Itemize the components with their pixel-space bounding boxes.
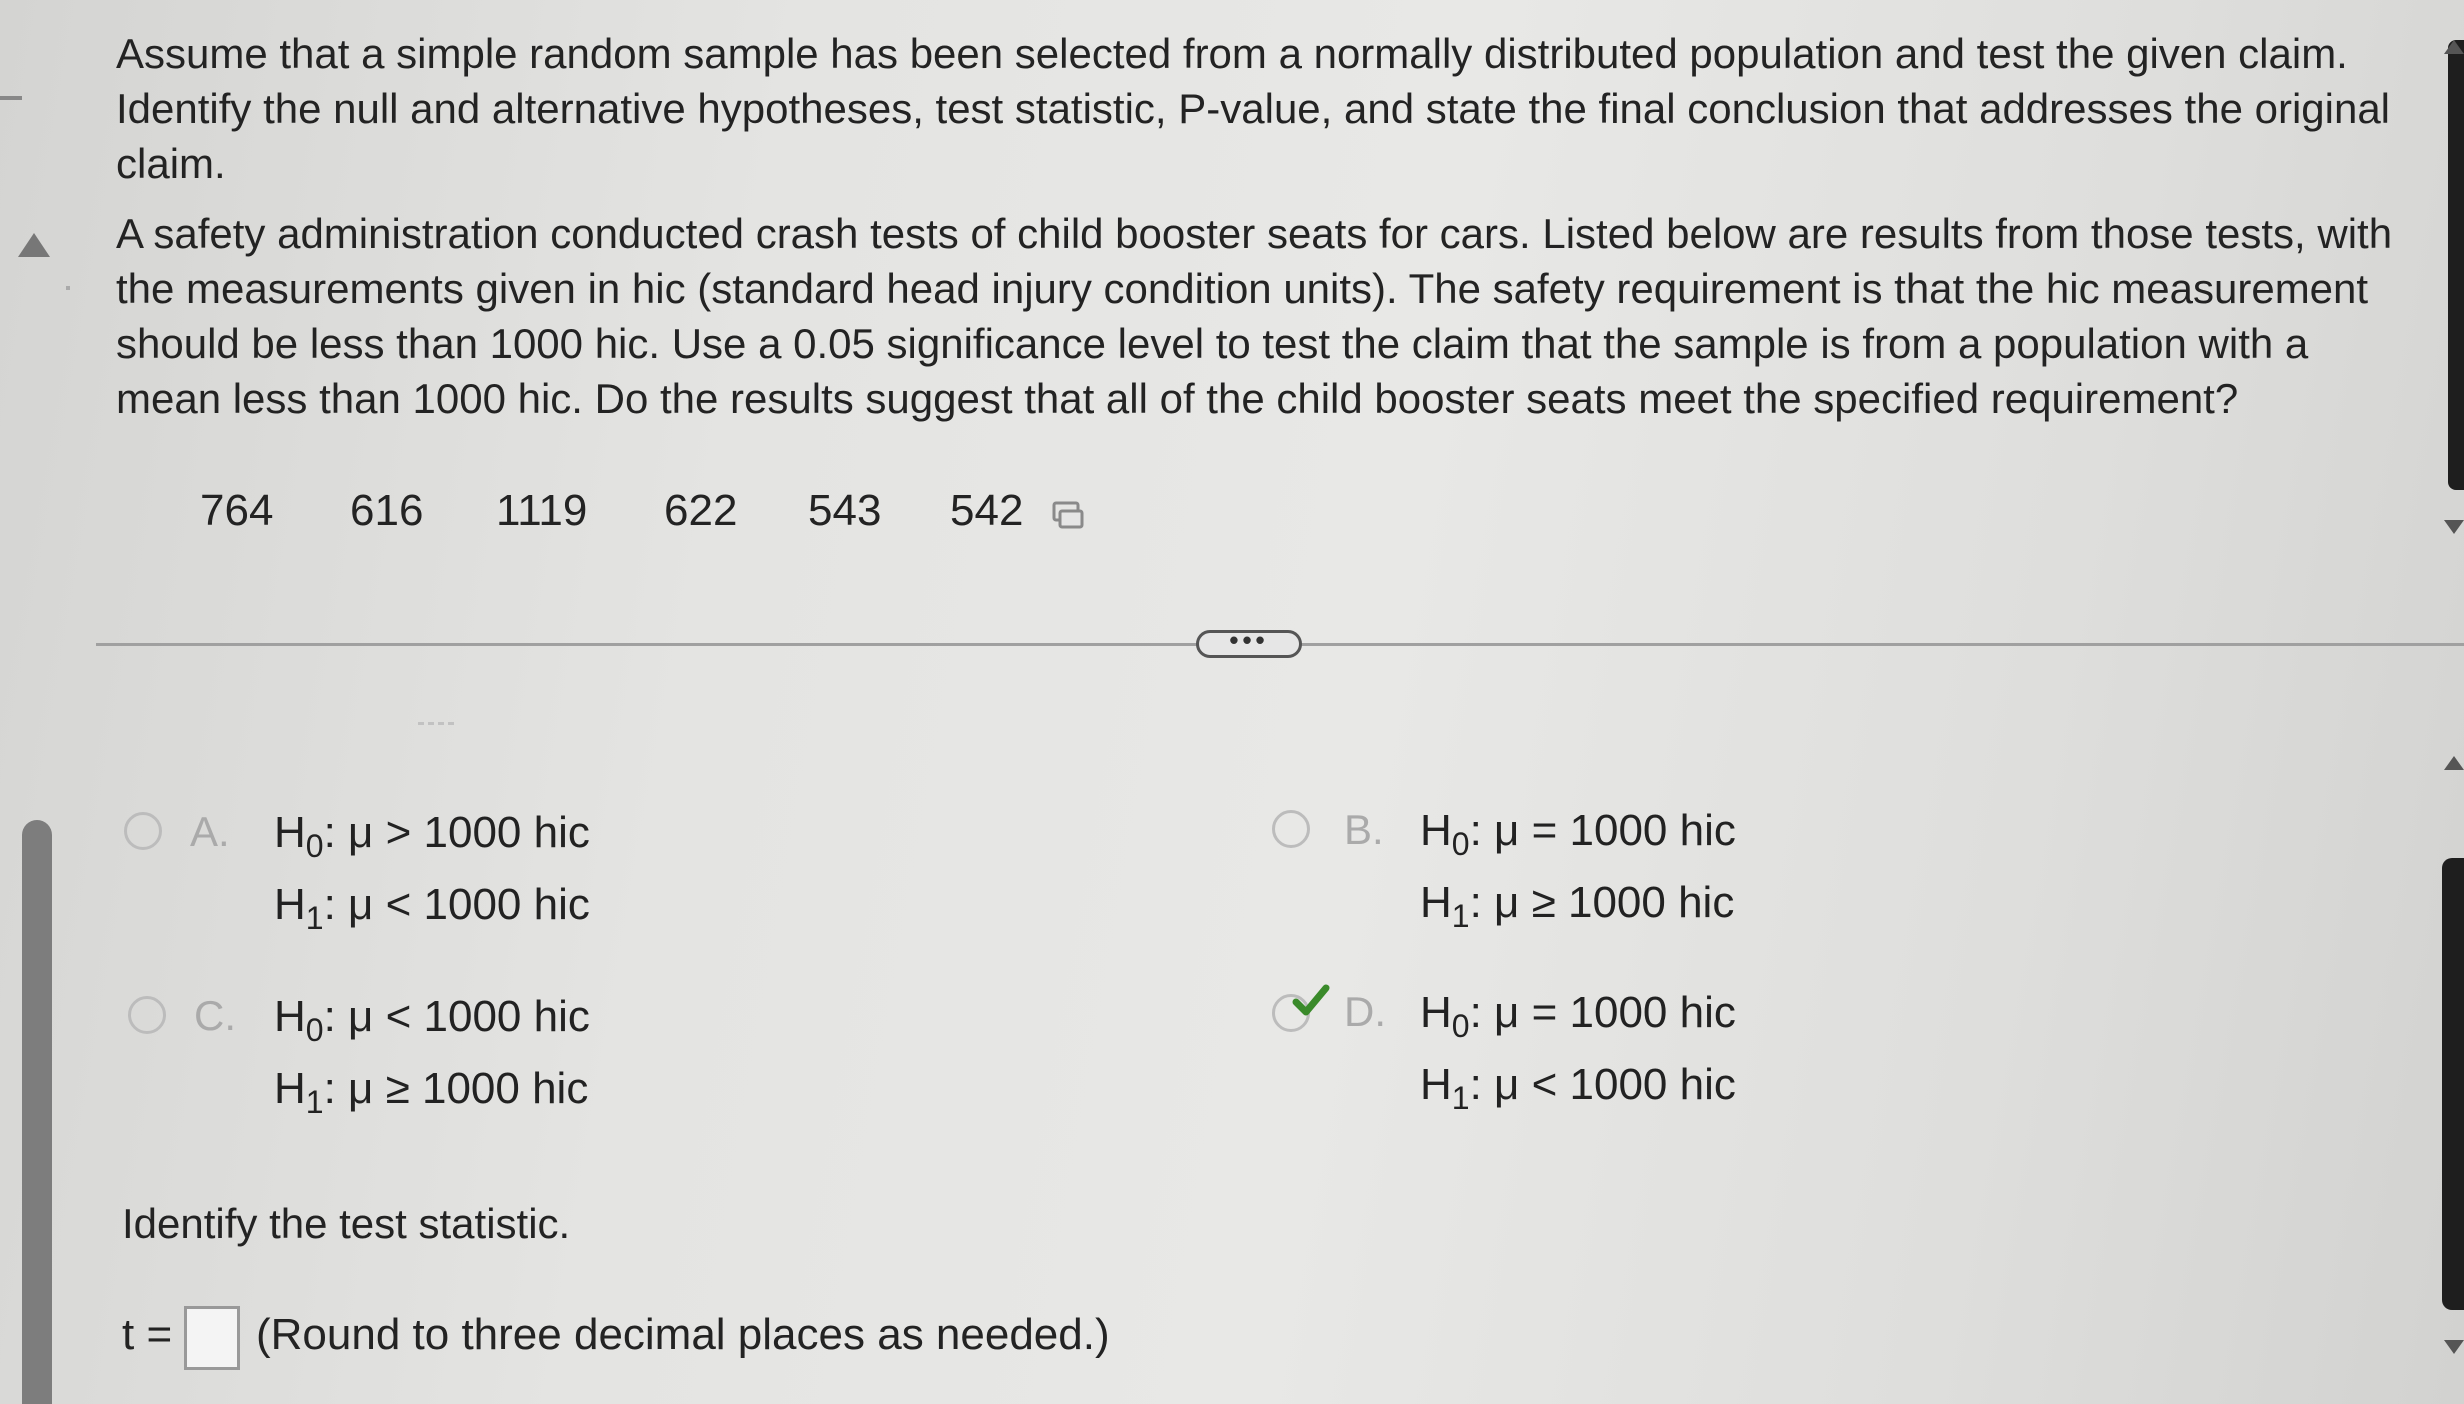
data-value: 542 <box>950 486 1024 535</box>
option-a-h0: $H_0$: μ > 1000 hic <box>274 808 590 864</box>
data-value: 1119 <box>496 486 588 535</box>
radio-c[interactable] <box>128 996 166 1034</box>
left-tick <box>0 96 22 100</box>
data-value: 543 <box>808 486 882 535</box>
checkmark-icon <box>1292 982 1330 1020</box>
t-label: t = <box>122 1310 173 1359</box>
radio-a[interactable] <box>124 812 162 850</box>
option-d-letter: D. <box>1344 988 1386 1035</box>
right-scrollbar-lower[interactable] <box>2442 858 2464 1310</box>
option-c-h0: $H_0$: μ < 1000 hic <box>274 992 590 1048</box>
option-d-h1: $H_1$: μ < 1000 hic <box>1420 1060 1736 1116</box>
option-c-letter: C. <box>194 992 236 1039</box>
scroll-down-icon-right[interactable] <box>2444 520 2464 534</box>
question-body: A safety administration conducted crash tests of child booster seats for cars. Listed below are results from those tests, with the measurements given in hic (standard head injury condition units). The safety requirement is that the hic measurement should be less than 1000 hic. Use a 0.05 significance level to test the claim that the sample is from a population with a mean less than 1000 hic. Do the results suggest that all of the child booster seats meet the specified requirement? <box>116 210 2393 422</box>
radio-b[interactable] <box>1272 810 1310 848</box>
scroll-up-icon-right-lower[interactable] <box>2444 756 2464 770</box>
option-a-letter: A. <box>190 808 230 855</box>
data-value: 622 <box>664 486 738 535</box>
test-statistic-input[interactable] <box>184 1306 240 1370</box>
option-c-h1: $H_1$: μ ≥ 1000 hic <box>274 1064 589 1120</box>
option-d-h0: $H_0$: μ = 1000 hic <box>1420 988 1736 1044</box>
scroll-up-icon[interactable] <box>18 233 50 257</box>
option-a[interactable] <box>124 808 644 938</box>
rounding-note: (Round to three decimal places as needed.) <box>256 1310 1110 1359</box>
option-b[interactable] <box>1272 806 1792 936</box>
left-scrollbar[interactable] <box>22 820 52 1404</box>
faint-dash <box>418 722 454 728</box>
scroll-down-icon-right-lower[interactable] <box>2444 1340 2464 1354</box>
scroll-up-icon-right[interactable] <box>2444 40 2464 54</box>
option-b-h0: $H_0$: μ = 1000 hic <box>1420 806 1736 862</box>
test-statistic-prompt: Identify the test statistic. <box>122 1200 571 1247</box>
option-b-h1: $H_1$: μ ≥ 1000 hic <box>1420 878 1735 934</box>
left-dot <box>66 286 70 290</box>
option-c[interactable] <box>124 992 644 1122</box>
data-value: 616 <box>350 486 424 535</box>
copy-data-icon[interactable] <box>1052 500 1084 530</box>
option-a-h1: $H_1$: μ < 1000 hic <box>274 880 590 936</box>
option-d[interactable] <box>1272 988 1792 1118</box>
more-button-label: ••• <box>1229 625 1269 655</box>
more-button[interactable] <box>1196 625 1302 658</box>
option-b-letter: B. <box>1344 806 1384 853</box>
question-intro: Assume that a simple random sample has been selected from a normally distributed population and test the given claim. Identify the null and alternative hypotheses, test statistic, P-value, and state the final conclusion that addresses the original claim. <box>116 30 2391 187</box>
right-scrollbar-upper[interactable] <box>2448 40 2464 490</box>
data-value: 764 <box>200 486 274 535</box>
